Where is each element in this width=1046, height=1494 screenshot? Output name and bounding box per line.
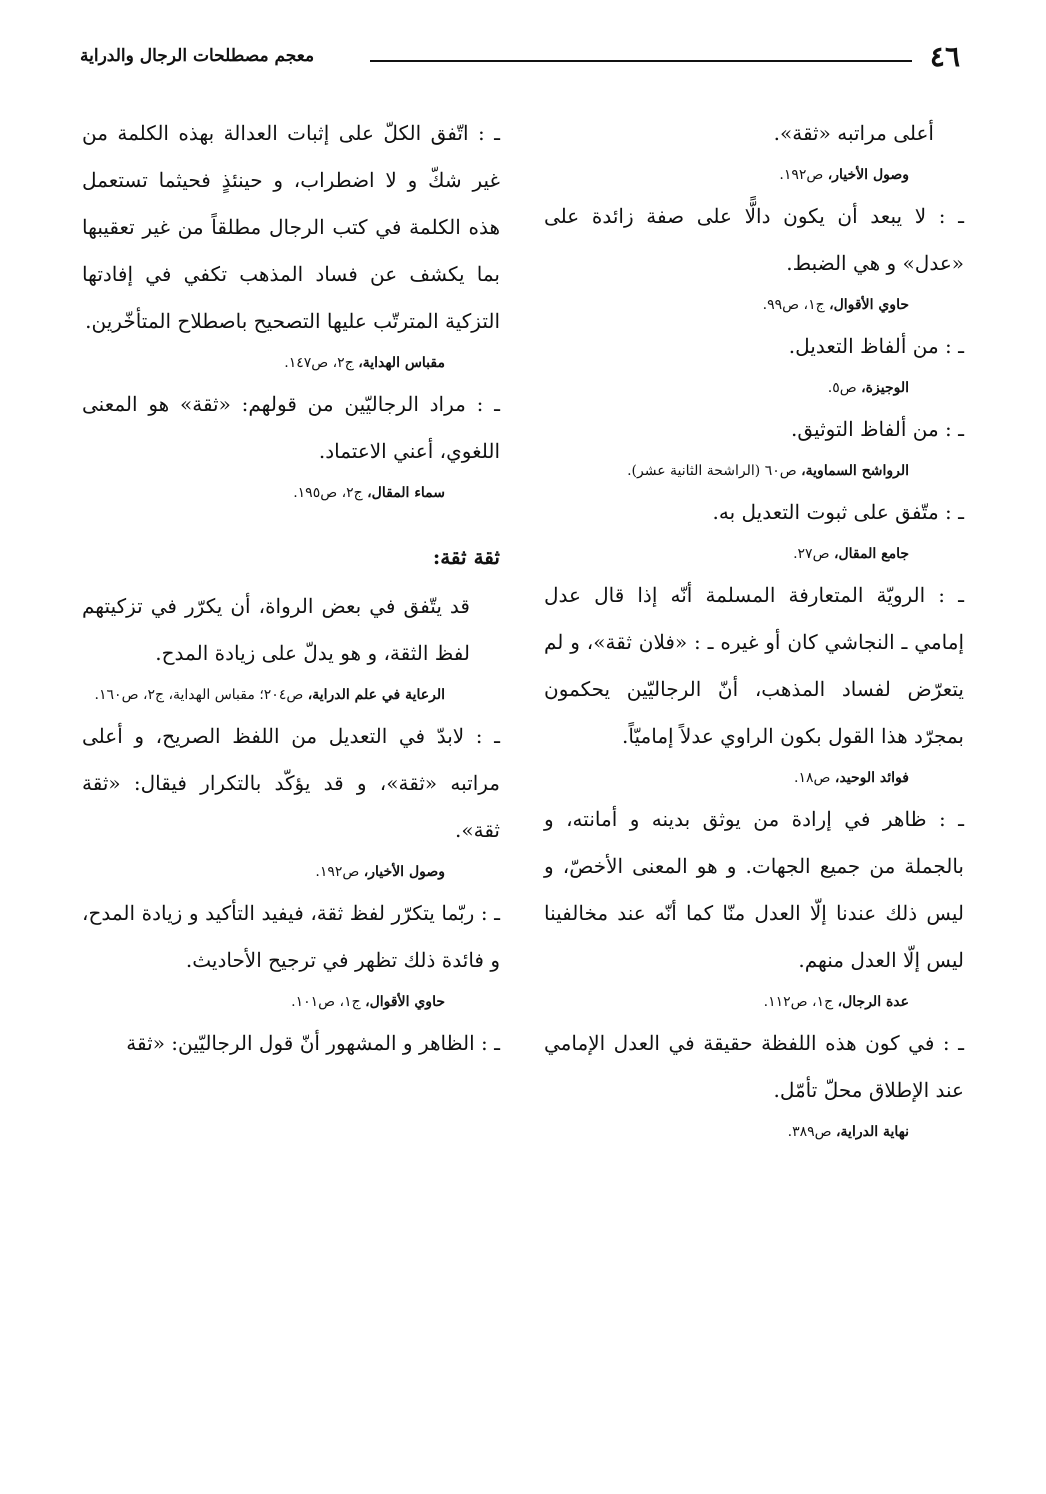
source-citation: [544, 287, 964, 323]
source-title: فوائد الوحيد،: [834, 770, 909, 786]
entry-text: ـ : من ألفاظ التوثيق.: [791, 417, 964, 441]
source-title: وصول الأخيار،: [827, 167, 909, 183]
source-title: الرعاية في علم الدراية،: [307, 687, 445, 703]
book-title: معجم مصطلحات الرجال والدراية: [80, 46, 315, 66]
left-column: [82, 110, 500, 1067]
entry-text: ـ : ربّما يتكرّر لفظ ثقة، فيفيد التأكيد و زيادة المدح، و فائدة ذلك تظهر في ترجيح الأحاديث.: [82, 901, 500, 972]
entry-text: أعلى مراتبه «ثقة».: [773, 121, 934, 145]
source-ref: ج٢، ص١٤٧.: [284, 355, 359, 371]
entry-text: ـ : في كون هذه اللفظة حقيقة في العدل الإمامي عند الإطلاق محلّ تأمّل.: [544, 1031, 964, 1102]
source-citation: [82, 854, 500, 890]
source-citation: [544, 1114, 964, 1150]
entry-text: ـ : مراد الرجاليّين من قولهم: «ثقة» هو المعنى اللغوي، أعني الاعتماد.: [82, 392, 500, 463]
entry-text: قد يتّفق في بعض الرواة، أن يكرّر في تزكيتهم لفظ الثقة، و هو يدلّ على زيادة المدح.: [82, 594, 470, 665]
entry-text: ـ : الرويّة المتعارفة المسلمة أنّه إذا قال عدل إمامي ـ النجاشي كان أو غيره ـ : «فلان ثقة»، و لم يتعرّض لفساد المذهب، أنّ الرجاليّين يحكمون بمجرّد هذا القول بكون الراوي عدلاً إماميّاً.: [544, 583, 964, 748]
source-ref: ص٥.: [827, 380, 862, 396]
source-citation: [82, 475, 500, 511]
entry-text: ـ : ظاهر في إرادة من يوثق بدينه و أمانته، و بالجملة من جميع الجهات. و هو المعنى الأخصّ، و ليس ذلك عندنا إلّا العدل منّا كما أنّه عند مخالفينا ليس إلّا العدل منهم.: [544, 807, 964, 972]
source-citation: [544, 453, 964, 489]
right-column: [544, 110, 964, 1150]
header-rule: [370, 60, 912, 62]
source-ref: ص١٨.: [794, 770, 835, 786]
source-citation: [544, 157, 964, 193]
source-ref: ص١٩٢.: [315, 864, 364, 880]
source-ref: ج١، ص١٠١.: [291, 994, 366, 1010]
source-title: حاوي الأقوال،: [365, 994, 445, 1010]
entry-text: ـ : اتّفق الكلّ على إثبات العدالة بهذه الكلمة من غير شكّ و لا اضطراب، و حينئذٍ فحيثما تستعمل هذه الكلمة في كتب الرجال مطلقاً من غير تعقيبها بما يكشف عن فساد المذهب تكفي في إفادتها التزكية المترتّب عليها التصحيح باصطلاح المتأخّرين.: [82, 121, 500, 333]
source-title: الوجيزة،: [861, 380, 909, 396]
source-ref: ص٢٧.: [793, 546, 834, 562]
source-ref: ص١٩٢.: [779, 167, 828, 183]
source-ref: ج١، ص٩٩.: [762, 297, 830, 313]
source-citation: [544, 984, 964, 1020]
page-header: [80, 40, 960, 80]
source-citation: [82, 345, 500, 381]
source-ref: ص٣٨٩.: [787, 1124, 837, 1140]
source-citation: [544, 370, 964, 406]
source-ref: ج١، ص١١٢.: [763, 994, 838, 1010]
source-ref: ج٢، ص١٩٥.: [293, 485, 368, 501]
source-ref: ص٢٠٤؛ مقباس الهداية، ج٢، ص١٦٠.: [94, 687, 308, 703]
source-title: حاوي الأقوال،: [829, 297, 909, 313]
page-number: ٤٦: [929, 40, 960, 73]
entry-text: ـ : لابدّ في التعديل من اللفظ الصريح، و أعلى مراتبه «ثقة»، و قد يؤكّد بالتكرار فيقال: «ثقة ثقة».: [82, 724, 500, 842]
source-title: سماء المقال،: [367, 485, 445, 501]
source-ref: ص٦٠ (الراشحة الثانية عشر).: [627, 463, 802, 479]
source-citation: [544, 760, 964, 796]
entry-text: ـ : من ألفاظ التعديل.: [788, 334, 964, 358]
source-citation: [82, 677, 500, 713]
entry-text: ـ : متّفق على ثبوت التعديل به.: [712, 500, 964, 524]
source-title: الرواشح السماوية،: [801, 463, 909, 479]
source-title: مقباس الهداية،: [358, 355, 445, 371]
source-title: جامع المقال،: [833, 546, 909, 562]
source-title: وصول الأخيار،: [363, 864, 445, 880]
entry-text: ـ : الظاهر و المشهور أنّ قول الرجاليّين: «ثقة: [126, 1031, 500, 1055]
entry-text: ـ : لا يبعد أن يكون دالًّا على صفة زائدة على «عدل» و هي الضبط.: [544, 204, 964, 275]
source-citation: [82, 984, 500, 1020]
source-title: عدة الرجال،: [837, 994, 909, 1010]
source-citation: [544, 536, 964, 572]
source-title: نهاية الدراية،: [836, 1124, 909, 1140]
term-heading: ثقة ثقة:: [432, 545, 500, 569]
